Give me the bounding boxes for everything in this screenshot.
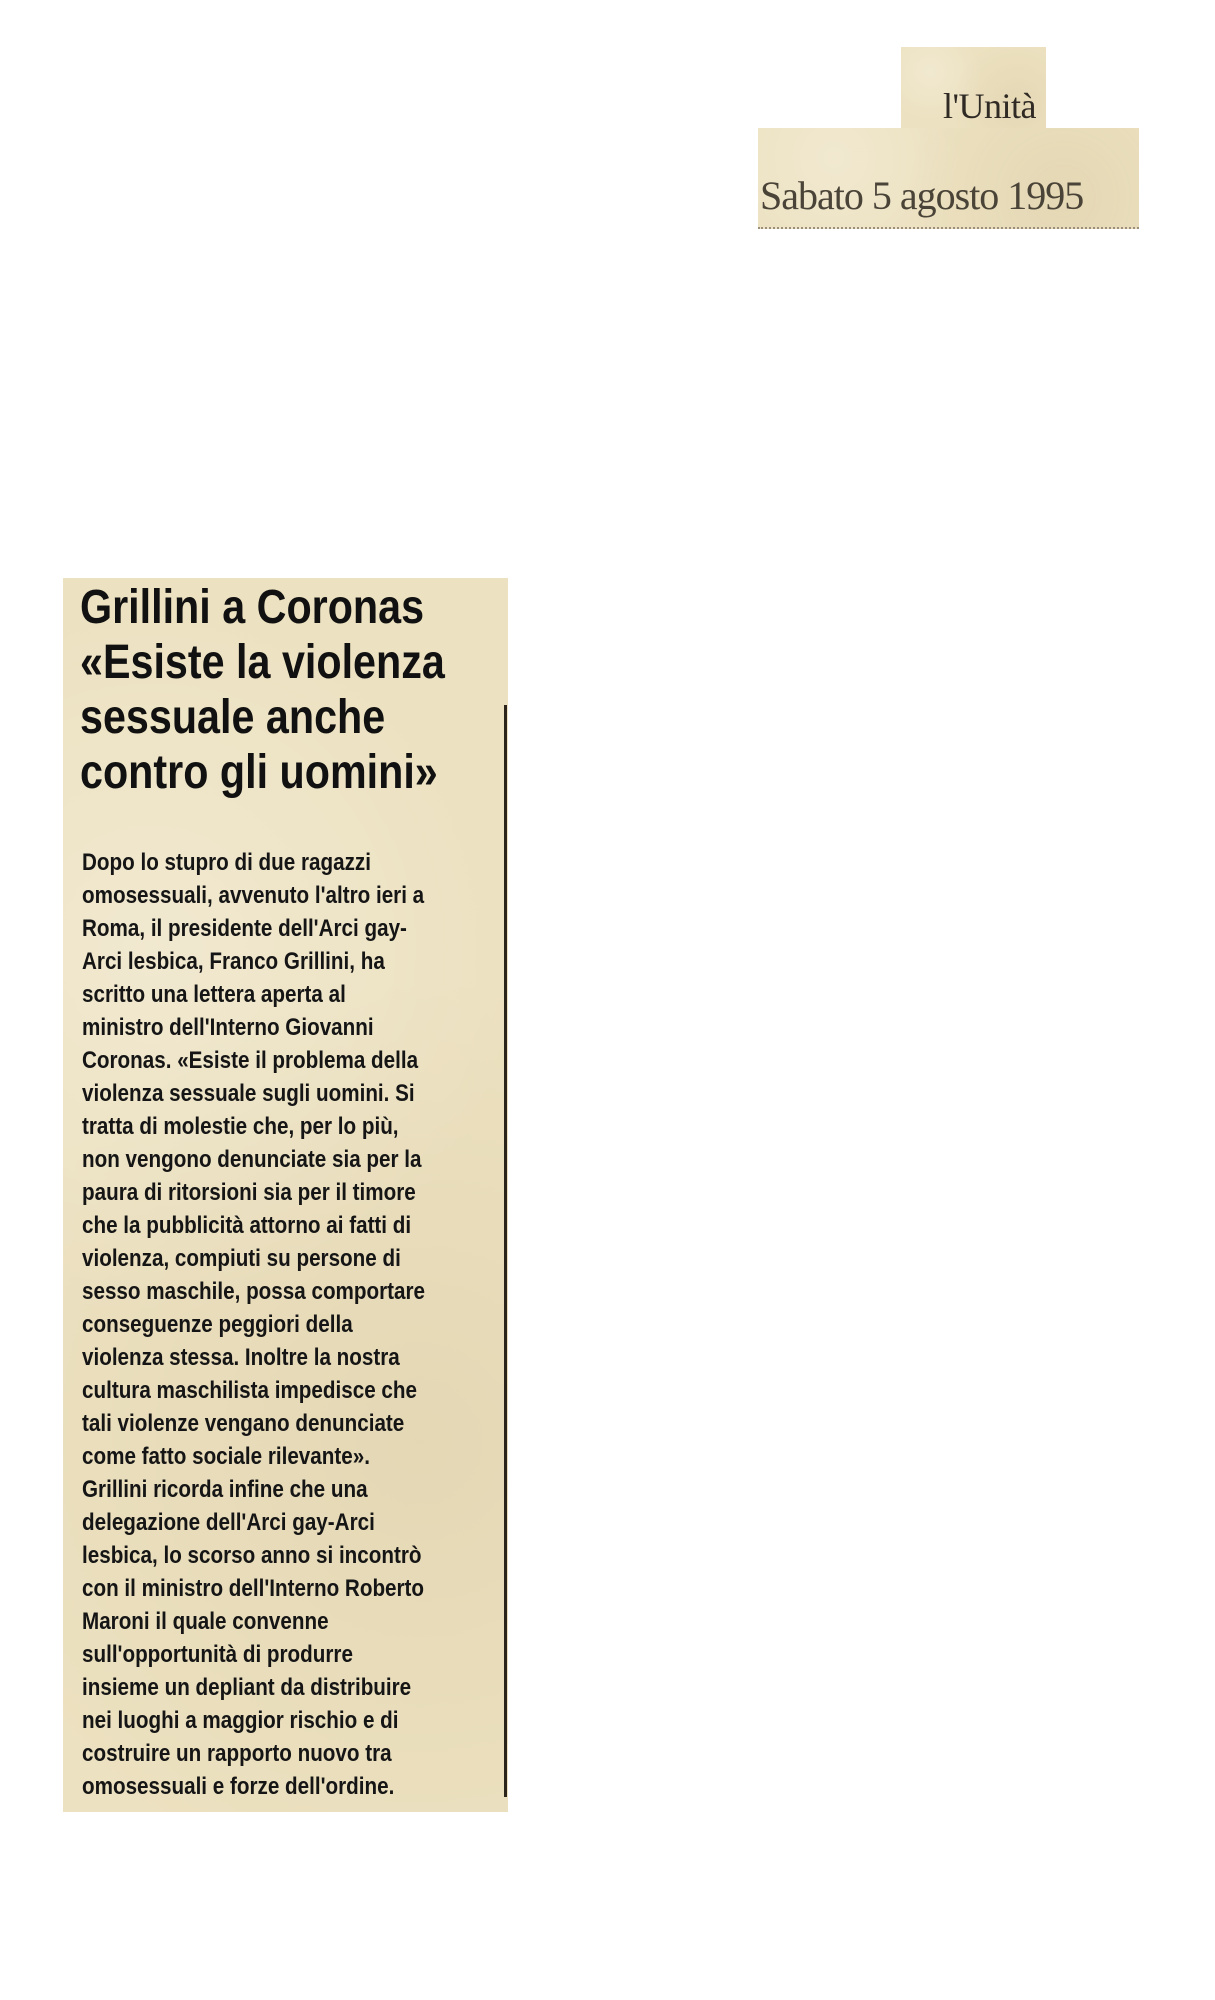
body-line: sull'opportunità di produrre: [82, 1641, 353, 1668]
body-line: lesbica, lo scorso anno si incontrò: [82, 1542, 422, 1569]
column-rule: [504, 705, 507, 1797]
body-line: con il ministro dell'Interno Roberto: [82, 1575, 425, 1602]
article-headline: [80, 580, 445, 800]
headline-line: sessuale anche: [80, 691, 386, 744]
publication-date: Sabato 5 agosto 1995: [760, 173, 1084, 218]
body-line: Grillini ricorda infine che una: [82, 1476, 368, 1503]
body-line: scritto una lettera aperta al: [82, 981, 346, 1008]
body-line: omosessuali e forze dell'ordine.: [82, 1773, 395, 1800]
body-line: tali violenze vengano denunciate: [82, 1410, 405, 1437]
newspaper-name: l'Unità: [943, 86, 1036, 126]
body-line: violenza, compiuti su persone di: [82, 1245, 401, 1272]
body-line: sesso maschile, possa comportare: [82, 1278, 426, 1305]
body-line: nei luoghi a maggior rischio e di: [82, 1707, 399, 1734]
masthead-clipping: [901, 47, 1046, 131]
body-line: conseguenze peggiori della: [82, 1311, 353, 1338]
body-line: ministro dell'Interno Giovanni: [82, 1014, 374, 1041]
body-line: omosessuali, avvenuto l'altro ieri a: [82, 882, 425, 909]
body-line: violenza sessuale sugli uomini. Si: [82, 1080, 415, 1107]
body-line: Coronas. «Esiste il problema della: [82, 1047, 419, 1074]
body-line: insieme un depliant da distribuire: [82, 1674, 412, 1701]
body-line: come fatto sociale rilevante».: [82, 1443, 370, 1470]
headline-line: Grillini a Coronas: [80, 581, 425, 634]
body-line: violenza stessa. Inoltre la nostra: [82, 1344, 400, 1371]
body-line: Maroni il quale convenne: [82, 1608, 329, 1635]
body-line: Arci lesbica, Franco Grillini, ha: [82, 948, 385, 975]
body-line: costruire un rapporto nuovo tra: [82, 1740, 392, 1767]
body-line: cultura maschilista impedisce che: [82, 1377, 417, 1404]
article-body: [82, 846, 495, 1803]
date-clipping: [758, 128, 1139, 229]
body-line: non vengono denunciate sia per la: [82, 1146, 422, 1173]
body-line: che la pubblicità attorno ai fatti di: [82, 1212, 412, 1239]
body-line: Roma, il presidente dell'Arci gay-: [82, 915, 407, 942]
headline-line: contro gli uomini»: [80, 746, 438, 799]
body-line: paura di ritorsioni sia per il timore: [82, 1179, 416, 1206]
headline-line: «Esiste la violenza: [80, 636, 445, 689]
body-line: Dopo lo stupro di due ragazzi: [82, 849, 371, 876]
body-line: tratta di molestie che, per lo più,: [82, 1113, 399, 1140]
body-line: delegazione dell'Arci gay-Arci: [82, 1509, 375, 1536]
